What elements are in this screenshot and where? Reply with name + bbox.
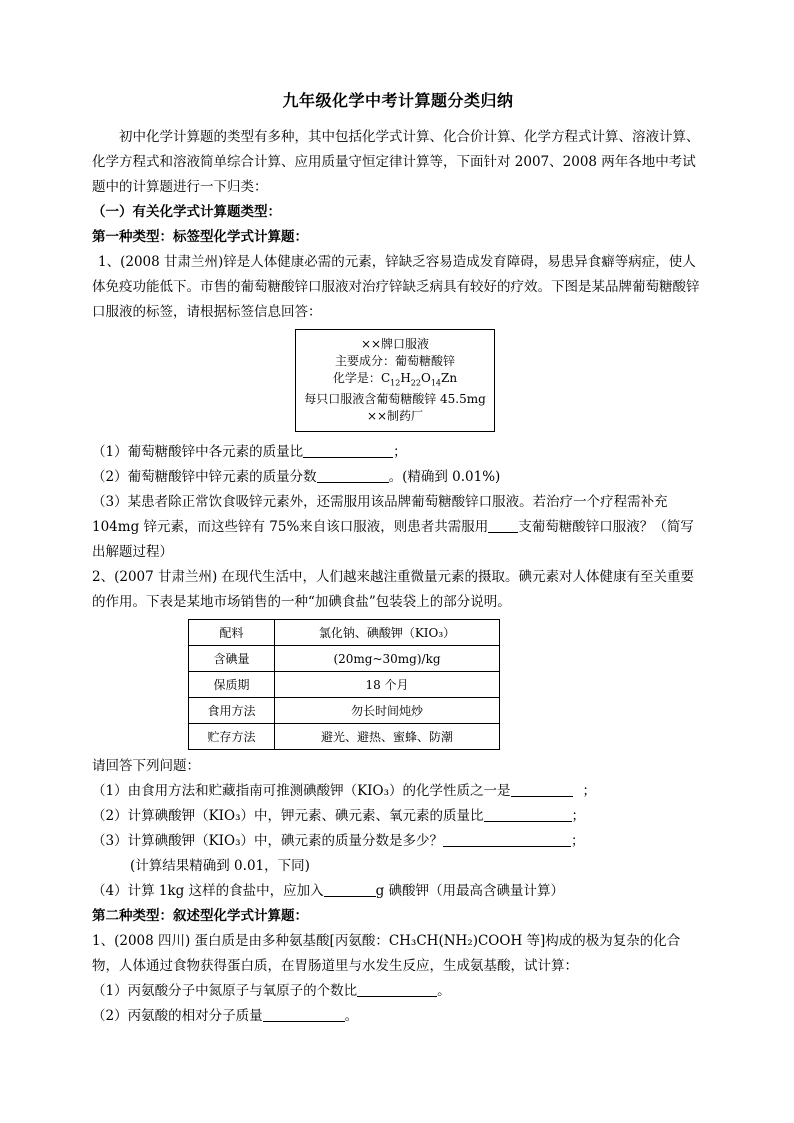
document-page [92, 88, 704, 1029]
salt-table-row [189, 620, 500, 646]
answer-blank[interactable] [488, 518, 518, 533]
answer-blank[interactable] [263, 1007, 345, 1022]
salt-table-row [189, 724, 500, 750]
salt-table-value: 氯化钠、碘酸钾（KIO₃） [275, 620, 500, 646]
question-3-text: 1、(2008 四川) 蛋白质是由多种氨基酸[丙氨酸：CH₃CH(NH₂)COOH 等]构成的极为复杂的化合物，人体通过食物获得蛋白质，在胃肠道里与水发生反应，生成氨基酸，试计算： [92, 933, 681, 975]
question-3-part-2: （2）丙氨酸的相对分子质量 。 [92, 1008, 359, 1025]
label-ingredient: 主要成分：葡萄糖酸锌 [334, 354, 455, 368]
salt-table-value: 勿长时间炖炒 [275, 698, 500, 724]
label-dosage: 每只口服液含葡萄糖酸锌 45.5mg [304, 392, 486, 407]
salt-table-value: 18 个月 [275, 672, 500, 698]
type1-heading: 第一种类型：标签型化学式计算题： [92, 229, 308, 245]
answer-blank[interactable] [317, 468, 389, 483]
intro-paragraph: 初中化学计算题的类型有多种，其中包括化学式计算、化合价计算、化学方程式计算、溶液计算、化学方程式和溶液简单综合计算、应用质量守恒定律计算等，下面针对 2007、2008 两年各地中考试题中的计算题进行一下归类： [92, 129, 700, 195]
answer-blank[interactable] [303, 443, 393, 458]
question-2-note: (计算结果精确到 0.01，下同) [130, 858, 310, 875]
question-2-prompt: 请回答下列问题： [92, 758, 200, 775]
section-heading: （一）有关化学式计算题类型： [92, 204, 281, 220]
salt-table-key: 食用方法 [189, 698, 275, 724]
label-manufacturer: ××制药厂 [366, 409, 424, 424]
document-title: 九年级化学中考计算题分类归纳 [282, 91, 514, 110]
type2-heading: 第二种类型：叙述型化学式计算题： [92, 908, 308, 925]
question-2-part-2: （2）计算碘酸钾（KIO₃）中，钾元素、碘元素、氧元素的质量比 ； [92, 808, 585, 825]
question-3-part-1: （1）丙氨酸分子中氮原子与氧原子的个数比 。 [92, 983, 451, 1000]
question-2-part-4: （4）计算 1kg 这样的食盐中，应加入 g 碘酸钾（用最高含碘量计算） [92, 883, 565, 900]
answer-blank[interactable] [484, 807, 572, 822]
salt-table-row [189, 698, 500, 724]
question-1-part-2: （2）葡萄糖酸锌中锌元素的质量分数 。(精确到 0.01%) [92, 469, 501, 486]
question-1-part-3: （3）某患者除正常饮食吸锌元素外，还需服用该品牌葡萄糖酸锌口服液。若治疗一个疗程需补充 104mg 锌元素，而这些锌有 75%来自该口服液，则患者共需服用 支葡萄糖酸锌口服液？（简写出解题过程） [92, 494, 694, 561]
salt-table-key: 含碘量 [189, 646, 275, 672]
question-2-part-1: （1）由食用方法和贮藏指南可推测碘酸钾（KIO₃）的化学性质之一是 ； [92, 783, 596, 800]
salt-table-value: 避光、避热、蜜蜂、防潮 [275, 724, 500, 750]
product-label-box [295, 329, 495, 432]
question-1-part-1: （1）葡萄糖酸锌中各元素的质量比 ； [92, 444, 407, 461]
salt-table-key: 保质期 [189, 672, 275, 698]
salt-table-row [189, 672, 500, 698]
label-brand: ××牌口服液 [360, 337, 430, 351]
label-formula: 化学是：$C_{12}H_{22}O_{14}Zn$ [332, 371, 458, 388]
salt-table-key: 贮存方法 [189, 724, 275, 750]
answer-blank[interactable] [511, 782, 573, 797]
salt-table-key: 配料 [189, 620, 275, 646]
salt-table-row [189, 646, 500, 672]
salt-table-value: (20mg~30mg)/kg [275, 646, 500, 672]
question-2-part-3: （3）计算碘酸钾（KIO₃）中，碘元素的质量分数是多少？ ； [92, 833, 585, 850]
question-1-text: 1、(2008 甘肃兰州)锌是人体健康必需的元素，锌缺乏容易造成发育障碍，易患异食癖等病症，使人体免疫功能低下。市售的葡萄糖酸锌口服液对治疗锌缺乏病具有较好的疗效。下图是某品牌葡萄糖酸锌口服液的标签，请根据标签信息回答： [92, 254, 700, 320]
salt-info-table [188, 619, 500, 750]
question-2-text: 2、(2007 甘肃兰州) 在现代生活中，人们越来越注重微量元素的摄取。碘元素对人体健康有至关重要的作用。下表是某地市场销售的一种“加碘食盐”包装袋上的部分说明。 [92, 569, 695, 611]
answer-blank[interactable] [357, 982, 437, 997]
answer-blank[interactable] [324, 882, 376, 897]
answer-blank[interactable] [443, 832, 571, 847]
